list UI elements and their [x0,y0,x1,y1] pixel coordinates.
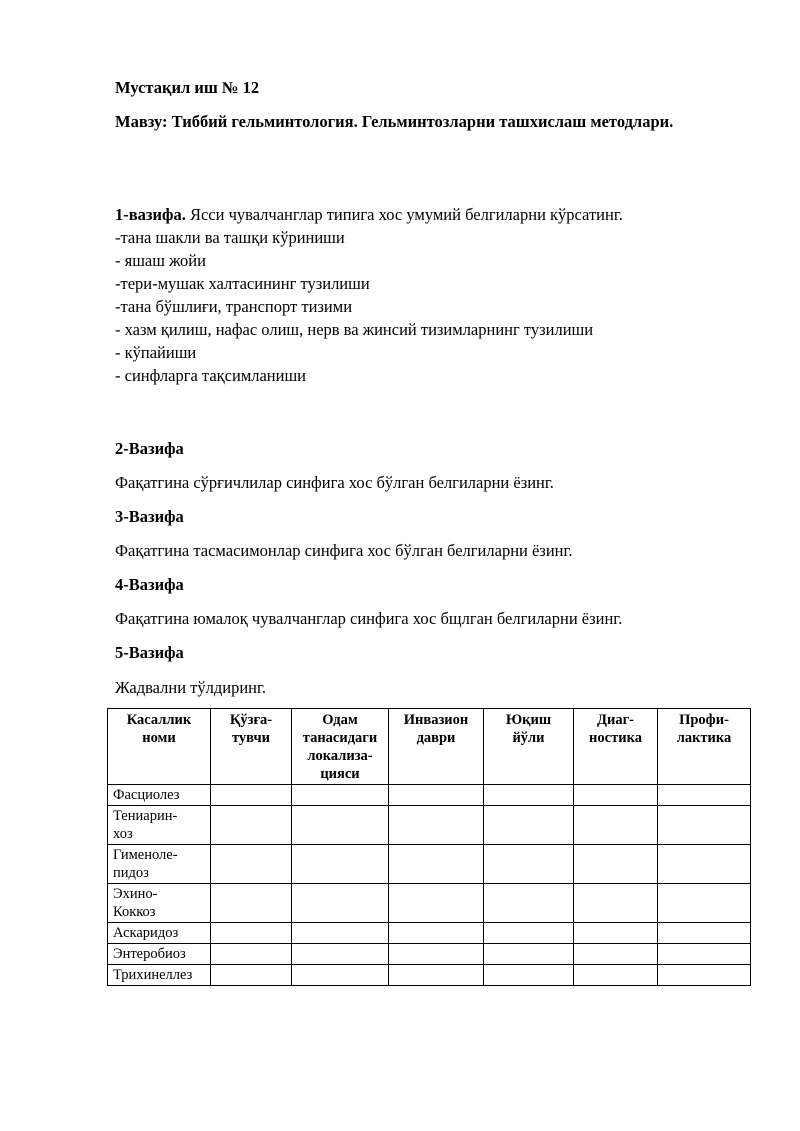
disease-name-cell: Аскаридоз [108,923,211,944]
table-row [108,845,751,884]
task-1-item: - синфларга тақсимланиши [115,366,307,385]
col-header-prevention: Профи- лактика [658,709,751,785]
empty-cell[interactable] [389,965,484,986]
empty-cell[interactable] [658,965,751,986]
empty-cell[interactable] [211,845,292,884]
col-header-localization: Одам танасидаги локализа- цияси [292,709,389,785]
empty-cell[interactable] [658,884,751,923]
empty-cell[interactable] [211,884,292,923]
disease-name-cell: Трихинеллез [108,965,211,986]
empty-cell[interactable] [389,923,484,944]
task-2-text: Фақатгина сўрғичлилар синфига хос бўлган белгиларни ёзинг. [115,473,554,492]
empty-cell[interactable] [292,884,389,923]
empty-cell[interactable] [389,785,484,806]
task-4-heading: 4-Вазифа [115,575,184,594]
empty-cell[interactable] [292,944,389,965]
col-header-transmission: Юқиш йўли [484,709,574,785]
empty-cell[interactable] [211,965,292,986]
empty-cell[interactable] [484,845,574,884]
task-1-item: -тана бўшлиғи, транспорт тизими [115,297,353,316]
empty-cell[interactable] [211,806,292,845]
empty-cell[interactable] [292,785,389,806]
empty-cell[interactable] [292,923,389,944]
task-1-text: Ясси чувалчанглар типига хос умумий белгиларни кўрсатинг. [185,205,623,224]
empty-cell[interactable] [574,923,658,944]
table-header-row [108,709,751,785]
table-row [108,806,751,845]
disease-table [107,708,751,986]
empty-cell[interactable] [574,884,658,923]
task-1-item: -тана шакли ва ташқи кўриниши [115,228,345,247]
empty-cell[interactable] [574,785,658,806]
empty-cell[interactable] [484,806,574,845]
empty-cell[interactable] [211,785,292,806]
task-1-item: - хазм қилиш, нафас олиш, нерв ва жинсий тизимларнинг тузилиши [115,320,594,339]
task-1 [115,203,623,387]
empty-cell[interactable] [574,965,658,986]
disease-name-cell: Гименоле- пидоз [108,845,211,884]
table-row [108,923,751,944]
empty-cell[interactable] [211,944,292,965]
disease-name-cell: Энтеробиоз [108,944,211,965]
empty-cell[interactable] [484,944,574,965]
empty-cell[interactable] [292,806,389,845]
empty-cell[interactable] [484,923,574,944]
empty-cell[interactable] [389,806,484,845]
empty-cell[interactable] [658,785,751,806]
table-row [108,884,751,923]
disease-name-cell: Эхино- Коккоз [108,884,211,923]
task-2-heading: 2-Вазифа [115,439,184,458]
task-1-item: -тери-мушак халтасининг тузилиши [115,274,370,293]
empty-cell[interactable] [658,923,751,944]
empty-cell[interactable] [574,845,658,884]
task-4-text: Фақатгина юмалоқ чувалчанглар синфига хос бщлган белгиларни ёзинг. [115,609,623,628]
empty-cell[interactable] [658,845,751,884]
task-1-item: - кўпайиши [115,343,197,362]
empty-cell[interactable] [484,785,574,806]
col-header-disease: Касаллик номи [108,709,211,785]
table-row [108,785,751,806]
task-3-text: Фақатгина тасмасимонлар синфига хос бўлган белгиларни ёзинг. [115,541,573,560]
empty-cell[interactable] [484,965,574,986]
empty-cell[interactable] [292,965,389,986]
task-1-heading: 1-вазифа. [115,205,186,224]
empty-cell[interactable] [292,845,389,884]
empty-cell[interactable] [484,884,574,923]
empty-cell[interactable] [389,884,484,923]
col-header-invasive-stage: Инвазион даври [389,709,484,785]
task-5-heading: 5-Вазифа [115,643,184,662]
empty-cell[interactable] [658,806,751,845]
col-header-diagnostics: Диаг- ностика [574,709,658,785]
disease-name-cell: Тениарин- хоз [108,806,211,845]
table-row [108,965,751,986]
task-5-text: Жадвални тўлдиринг. [115,678,267,697]
col-header-pathogen: Қўзға- тувчи [211,709,292,785]
empty-cell[interactable] [658,944,751,965]
topic-heading: Мавзу: Тиббий гельминтология. Гельминтозларни ташхислаш методлари. [115,112,674,131]
disease-name-cell: Фасциолез [108,785,211,806]
task-3-heading: 3-Вазифа [115,507,184,526]
empty-cell[interactable] [574,944,658,965]
empty-cell[interactable] [211,923,292,944]
page-title: Мустақил иш № 12 [115,78,260,97]
empty-cell[interactable] [574,806,658,845]
empty-cell[interactable] [389,845,484,884]
table-row [108,944,751,965]
task-1-item: - яшаш жойи [115,251,206,270]
empty-cell[interactable] [389,944,484,965]
